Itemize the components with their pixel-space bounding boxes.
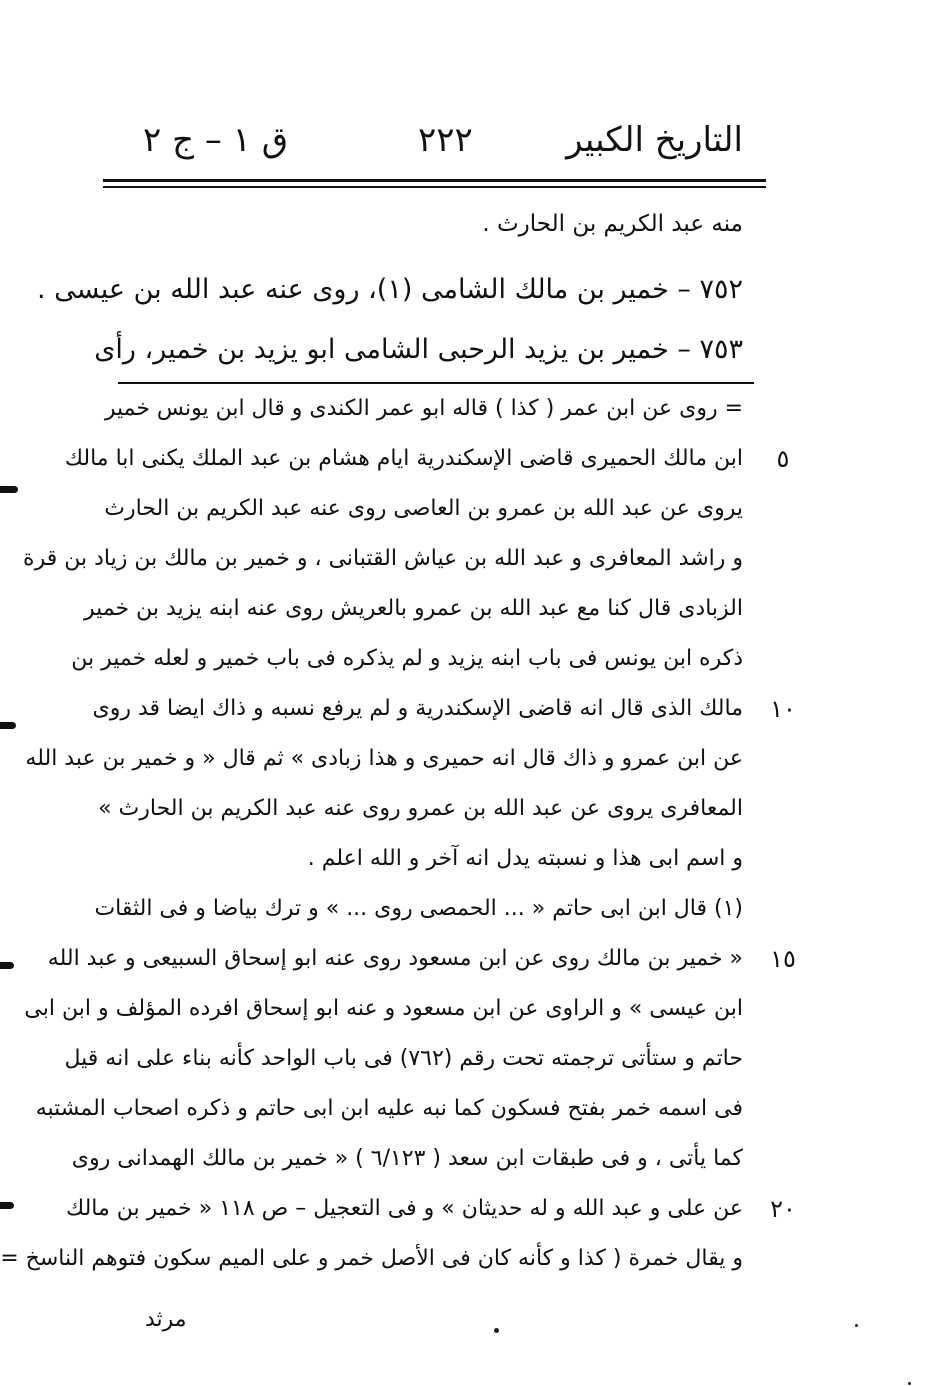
footnote-line: الزبادى قال كنا مع عبد الله بن عمرو بالعريش روى عنه ابنه يزيد بن خمير <box>84 596 743 621</box>
volume-part-label: ق ١ – ج ٢ <box>143 120 289 160</box>
footnote-1-line: حاتم و ستأتى ترجمته تحت رقم (٧٦٢) فى باب الواحد كأنه بناء على انه قيل <box>64 1046 743 1071</box>
page-number: ٢٢٢ <box>418 120 473 160</box>
footnote-line: ابن مالك الحميرى قاضى الإسكندرية ايام هشام بن عبد الملك يكنى ابا مالك <box>64 446 743 471</box>
entry-752: ٧٥٢ – خمير بن مالك الشامى (١)، روى عنه عبد الله بن عيسى . <box>37 274 743 305</box>
line-number-10: ١٠ <box>770 695 796 723</box>
binding-mark <box>0 722 16 729</box>
footnote-1-line: كما يأتى ، و فى طبقات ابن سعد ( ٦/١٢٣ ) « خمير بن مالك الهمدانى روى <box>71 1146 743 1171</box>
footnote-line: = روى عن ابن عمر ( كذا ) قاله ابو عمر الكندى و قال ابن يونس خمير <box>104 396 743 421</box>
footnote-line: عن ابن عمرو و ذاك قال انه حميرى و هذا زبادى » ثم قال « و خمير بن عبد الله <box>25 746 743 771</box>
footnote-line: و اسم ابى هذا و نسبته يدل انه آخر و الله اعلم . <box>307 846 743 871</box>
footnote-1-line: « خمير بن مالك روى عن ابن مسعود روى عنه ابو إسحاق السبيعى و عبد الله <box>47 946 743 971</box>
binding-mark <box>0 1202 14 1209</box>
footnote-1-line: ابن عيسى » و الراوى عن ابن مسعود و عنه ابو إسحاق افرده المؤلف و ابن ابى <box>24 996 743 1021</box>
footnote-line: ذكره ابن يونس فى باب ابنه يزيد و لم يذكره فى باب خمير و لعله خمير بن <box>71 646 743 671</box>
scan-speck <box>908 1382 911 1385</box>
catchword: مرثد <box>145 1307 187 1332</box>
footnote-separator <box>118 382 754 384</box>
entry-753: ٧٥٣ – خمير بن يزيد الرحبى الشامى ابو يزيد بن خمير، رأى <box>94 334 743 365</box>
footnote-line: و راشد المعافرى و عبد الله بن عياش القتبانى ، و خمير بن مالك بن زياد بن قرة <box>23 546 743 571</box>
running-title: التاريخ الكبير <box>566 120 743 160</box>
main-text-line: منه عبد الكريم بن الحارث . <box>482 211 743 237</box>
footnote-line: مالك الذى قال انه قاضى الإسكندرية و لم يرفع نسبه و ذاك ايضا قد روى <box>92 696 743 721</box>
footnote-1-line: عن على و عبد الله و له حديثان » و فى التعجيل – ص ١١٨ « خمير بن مالك <box>66 1196 743 1221</box>
header-rule-top <box>103 179 766 182</box>
line-number-15: ١٥ <box>770 945 796 973</box>
binding-mark <box>0 486 18 493</box>
binding-mark <box>0 962 14 969</box>
scan-speck <box>494 1328 499 1333</box>
footnote-line: يروى عن عبد الله بن عمرو بن العاصى روى عنه عبد الكريم بن الحارث <box>104 496 743 521</box>
footnote-1-line: فى اسمه خمر بفتح فسكون كما نبه عليه ابن ابى حاتم و ذكره اصحاب المشتبه <box>35 1096 743 1121</box>
footnote-1-line: (١) قال ابن ابى حاتم « ... الحمصى روى ... » و ترك بياضا و فى الثقات <box>94 896 743 921</box>
line-number-20: ٢٠ <box>770 1195 796 1223</box>
footnote-line: المعافرى يروى عن عبد الله بن عمرو روى عنه عبد الكريم بن الحارث » <box>98 796 743 821</box>
footnote-1-line: و يقال خمرة ( كذا و كأنه كان فى الأصل خمر و على الميم سكون فتوهم الناسخ = <box>0 1246 743 1271</box>
line-number-5: ٥ <box>776 445 790 473</box>
header-rule-bottom <box>103 186 766 188</box>
scan-speck <box>855 1324 858 1327</box>
